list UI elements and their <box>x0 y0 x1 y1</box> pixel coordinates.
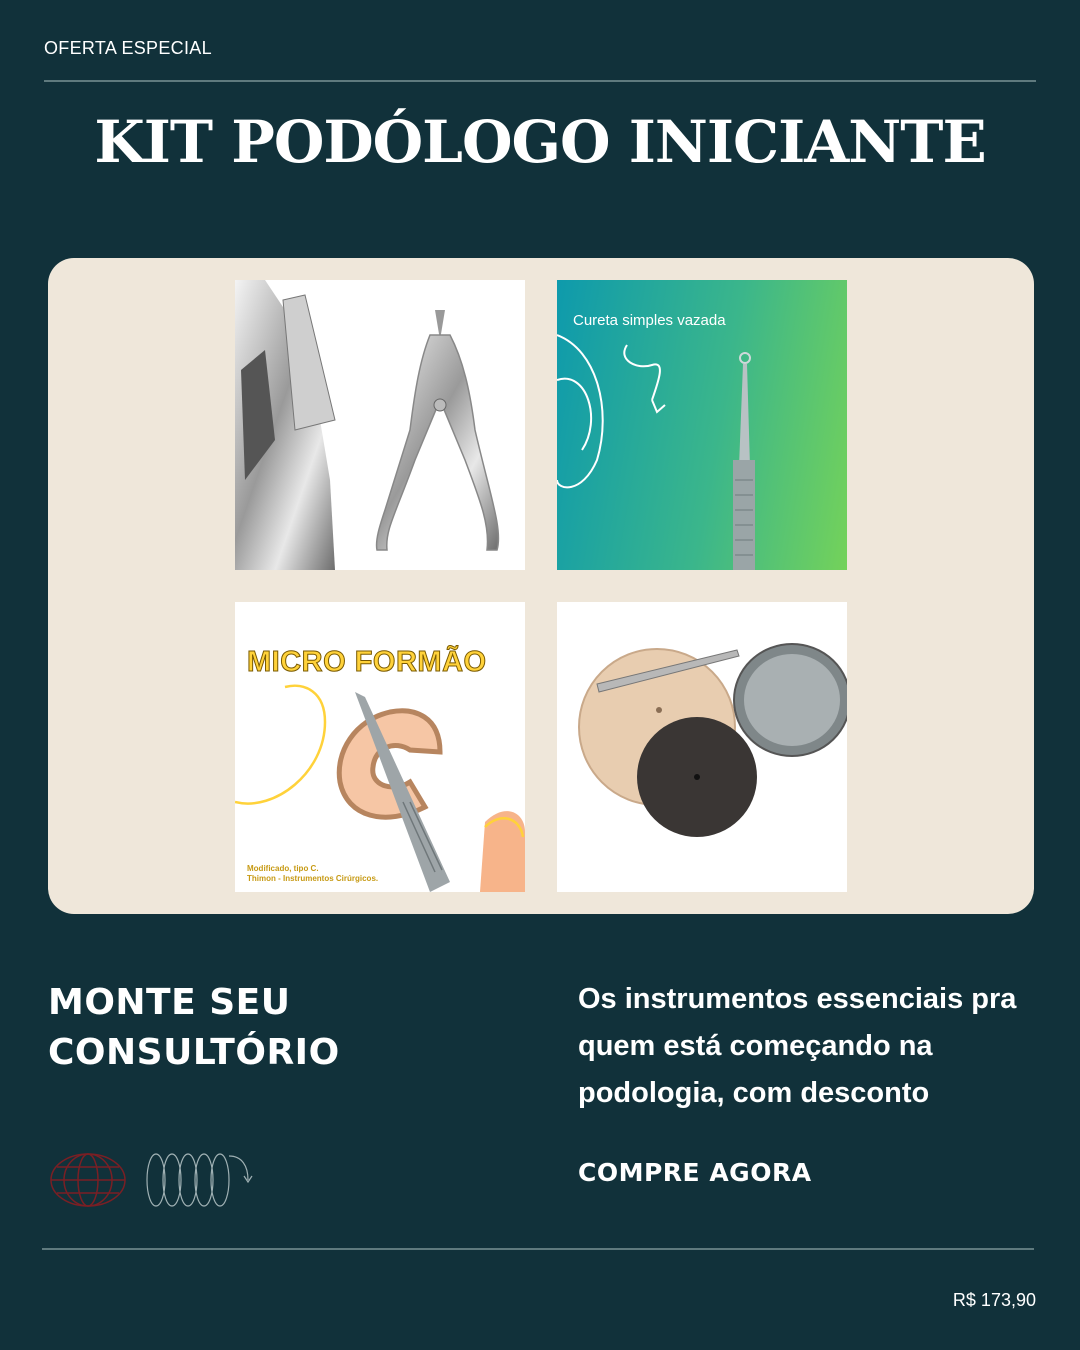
product-tile-cureta[interactable] <box>557 280 847 570</box>
micro-formao-fine-print: Modificado, tipo C. Thimon - Instrumentos Cirúrgicos. <box>247 864 379 883</box>
product-panel <box>48 258 1034 914</box>
cureta-caption: Cureta simples vazada <box>573 312 726 329</box>
price-label: R$ 173,90 <box>952 1290 1036 1310</box>
product-tile-micro-formao[interactable] <box>235 602 525 892</box>
description: Os instrumentos essenciais pra quem está começando na podologia, com desconto <box>578 983 1017 1109</box>
buy-now-button[interactable]: COMPRE AGORA <box>578 1158 812 1187</box>
top-divider <box>44 80 1036 82</box>
bottom-divider <box>42 1248 1034 1250</box>
product-tile-alicate[interactable] <box>235 280 525 570</box>
headline: MONTE SEU CONSULTÓRIO <box>48 982 340 1073</box>
page-title: KIT PODÓLOGO INICIANTE <box>94 108 986 176</box>
sanding-disc-icon <box>557 602 847 892</box>
product-tile-lixas[interactable] <box>557 602 847 892</box>
coil-arrow-icon <box>144 1150 254 1210</box>
globe-icon <box>48 1150 128 1210</box>
nail-nipper-icon <box>235 280 525 570</box>
offer-tag: OFERTA ESPECIAL <box>44 38 212 58</box>
micro-formao-caption: MICRO FORMÃO <box>247 646 487 678</box>
